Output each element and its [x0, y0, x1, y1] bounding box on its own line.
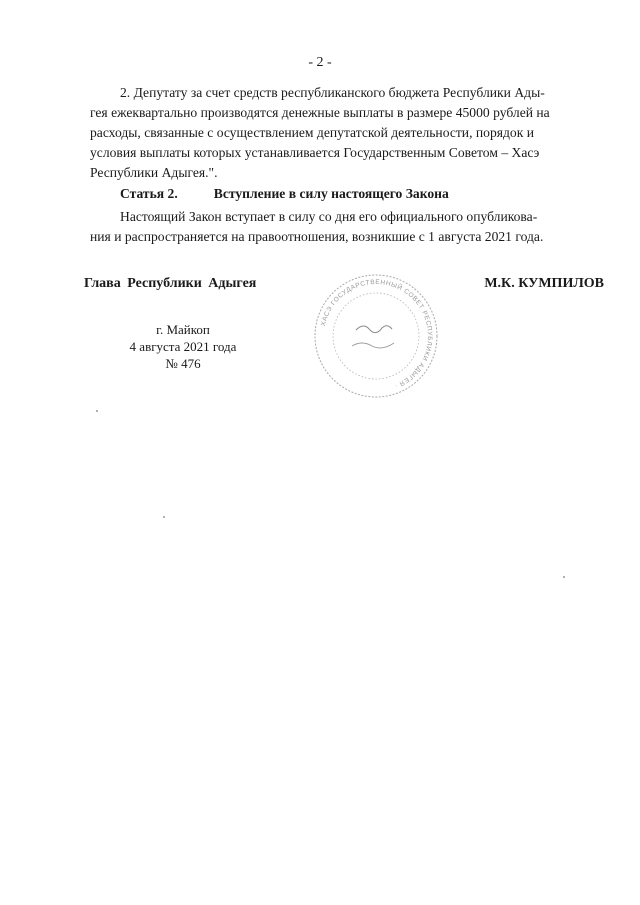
page-number: - 2 -	[308, 55, 332, 70]
paragraph-1	[90, 83, 604, 183]
place-date-number	[118, 321, 248, 372]
paragraph-1-line: расходы, связанные с осуществлением депутатской деятельности, порядок и	[90, 125, 534, 140]
scan-speck	[96, 410, 98, 412]
paragraph-1-line: 2. Депутату за счет средств республиканского бюджета Республики Ады-	[120, 85, 545, 100]
article-heading	[120, 186, 449, 202]
article-title: Вступление в силу настоящего Закона	[213, 186, 449, 201]
article-number: Статья 2.	[120, 186, 178, 201]
official-seal	[312, 272, 440, 400]
place: г. Майкоп	[156, 322, 210, 337]
scan-speck	[563, 576, 565, 578]
paragraph-2	[90, 207, 604, 247]
date: 4 августа 2021 года	[129, 339, 237, 354]
document-number: № 476	[165, 356, 201, 371]
svg-text:ХАСЭ ГОСУДАРСТВЕННЫЙ СОВЕТ РЕС: ХАСЭ ГОСУДАРСТВЕННЫЙ СОВЕТ РЕСПУБЛИКИ АДЫГЕЯ ·	[319, 278, 434, 390]
paragraph-1-line: Республики Адыгея.".	[90, 165, 218, 180]
signatory-name: М.К. КУМПИЛОВ	[484, 276, 604, 291]
paragraph-1-line: условия выплаты которых устанавливается Государственным Советом – Хасэ	[90, 145, 540, 160]
signatory-title: Глава Республики Адыгея	[84, 276, 257, 291]
paragraph-2-line: ния и распространяется на правоотношения, возникшие с 1 августа 2021 года.	[90, 229, 544, 244]
paragraph-1-line: гея ежеквартально производятся денежные выплаты в размере 45000 рублей на	[90, 105, 550, 120]
scan-speck	[163, 516, 165, 518]
paragraph-2-line: Настоящий Закон вступает в силу со дня его официального опубликова-	[120, 209, 538, 224]
